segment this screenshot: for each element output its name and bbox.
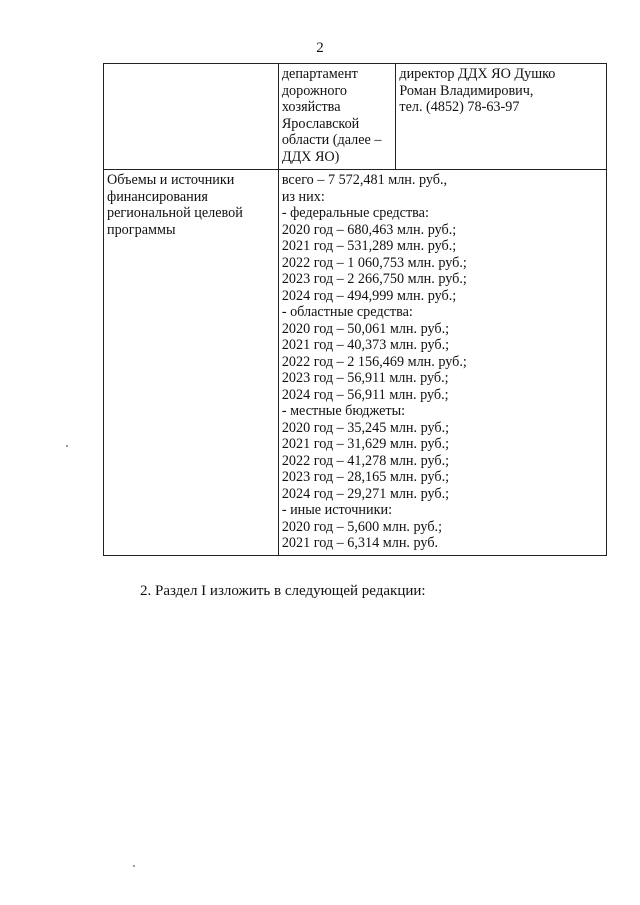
funding-label-line: региональной целевой xyxy=(107,205,243,221)
table-row xyxy=(104,64,607,170)
department-line: Ярославской xyxy=(281,115,360,132)
funding-line: 2024 год – 56,911 млн. руб.; xyxy=(281,386,449,403)
funding-total-line: всего – 7 572,481 млн. руб., xyxy=(281,172,448,188)
funding-label-line: программы xyxy=(107,221,176,238)
funding-line: 2024 год – 494,999 млн. руб.; xyxy=(281,287,457,304)
contact-line: директор ДДХ ЯО Душко xyxy=(399,66,556,82)
funding-line: 2021 год – 40,373 млн. руб.; xyxy=(281,337,450,353)
funding-line: 2021 год – 31,629 млн. руб.; xyxy=(281,436,450,452)
department-line: ДДХ ЯО) xyxy=(281,148,340,165)
funding-line: 2024 год – 29,271 млн. руб.; xyxy=(281,485,450,502)
page-number: 2 xyxy=(316,40,324,56)
table-cell-funding-label xyxy=(104,170,279,556)
funding-line: 2022 год – 41,278 млн. руб.; xyxy=(281,452,450,469)
funding-line: из них: xyxy=(281,188,325,205)
section-instruction: 2. Раздел I изложить в следующей редакции: xyxy=(140,583,426,599)
funding-line: 2020 год – 50,061 млн. руб.; xyxy=(281,320,450,337)
funding-label-line: Объемы и источники xyxy=(107,172,235,188)
funding-source-heading: - федеральные средства: xyxy=(281,205,429,221)
contact-line: Роман Владимирович, xyxy=(399,82,534,99)
table-cell-contact xyxy=(396,64,607,170)
contact-line: тел. (4852) 78-63-97 xyxy=(399,99,520,115)
funding-source-heading: - областные средства: xyxy=(281,304,413,320)
funding-line: 2022 год – 2 156,469 млн. руб.; xyxy=(281,353,467,370)
funding-source-heading: - местные бюджеты: xyxy=(281,403,406,419)
funding-source-heading: - иные источники: xyxy=(281,502,393,518)
department-line: дорожного xyxy=(281,82,348,99)
table-cell-department xyxy=(278,64,396,170)
passport-table xyxy=(103,63,607,556)
department-line: департамент xyxy=(281,66,358,82)
table-row xyxy=(104,170,607,556)
funding-line: 2020 год – 680,463 млн. руб.; xyxy=(281,221,457,238)
funding-line: 2022 год – 1 060,753 млн. руб.; xyxy=(281,254,467,271)
department-line: области (далее – xyxy=(281,132,382,148)
funding-line: 2021 год – 6,314 млн. руб. xyxy=(281,535,439,551)
table-cell-funding-values xyxy=(278,170,606,556)
funding-line: 2021 год – 531,289 млн. руб.; xyxy=(281,238,457,254)
funding-label-line: финансирования xyxy=(107,188,208,205)
funding-line: 2020 год – 35,245 млн. руб.; xyxy=(281,419,450,436)
funding-line: 2023 год – 2 266,750 млн. руб.; xyxy=(281,271,467,287)
scan-speck xyxy=(66,445,68,447)
funding-line: 2020 год – 5,600 млн. руб.; xyxy=(281,518,443,535)
scan-speck xyxy=(133,865,135,867)
funding-line: 2023 год – 28,165 млн. руб.; xyxy=(281,469,450,485)
table-cell-empty xyxy=(104,64,279,170)
department-line: хозяйства xyxy=(281,99,341,115)
funding-line: 2023 год – 56,911 млн. руб.; xyxy=(281,370,449,386)
